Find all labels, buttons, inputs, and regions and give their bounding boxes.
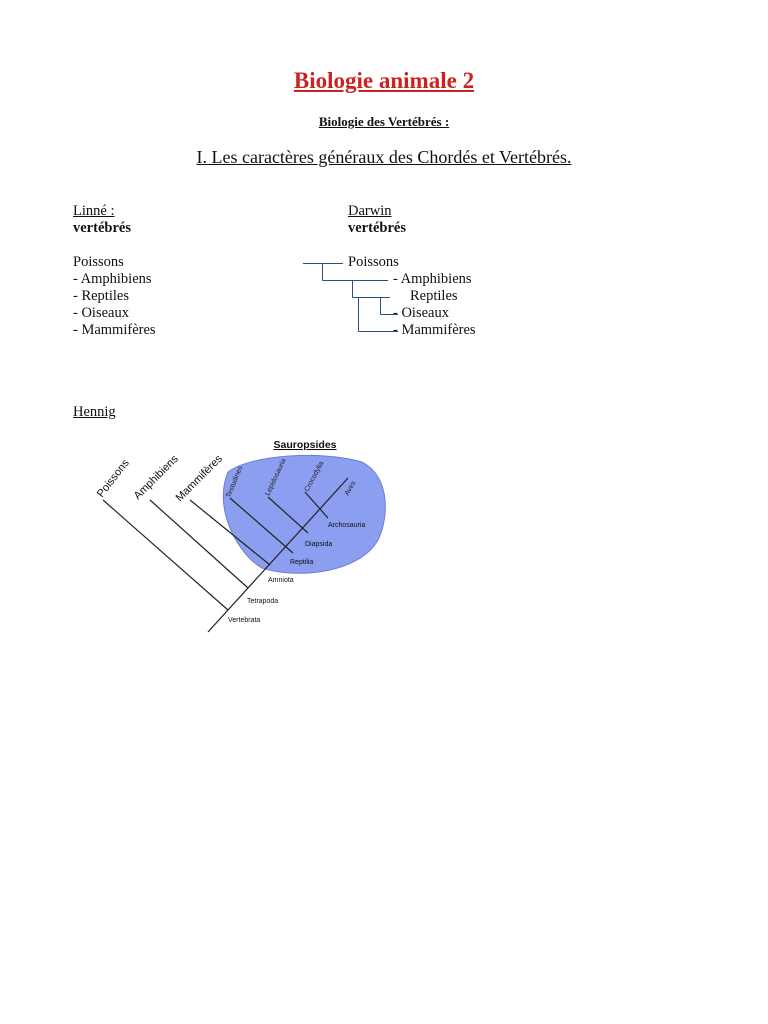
clade-group-title: Sauropsides bbox=[273, 439, 337, 451]
subtitle: Biologie des Vertébrés : bbox=[318, 114, 450, 129]
darwin-item: - Mammifères bbox=[393, 322, 476, 338]
darwin-item: Reptiles bbox=[410, 288, 458, 304]
taxon-label: Crocodylia bbox=[303, 460, 326, 493]
linne-group: vertébrés bbox=[73, 220, 131, 236]
node-label: Amniota bbox=[268, 577, 294, 584]
section-heading: I. Les caractères généraux des Chordés et Vertébrés. bbox=[196, 147, 572, 167]
node-label: Vertebrata bbox=[228, 617, 261, 624]
sauropsid-region bbox=[223, 455, 385, 573]
darwin-item: - Amphibiens bbox=[393, 271, 472, 287]
linne-item: - Reptiles bbox=[73, 288, 129, 304]
taxon-label: Aves bbox=[343, 480, 358, 497]
node-label: Archosauria bbox=[328, 522, 366, 529]
linne-item: - Oiseaux bbox=[73, 305, 129, 321]
taxon-label: Mammifères bbox=[173, 452, 225, 505]
darwin-group: vertébrés bbox=[348, 220, 406, 236]
linne-item: - Mammifères bbox=[73, 322, 156, 338]
node-label: Diapsida bbox=[305, 541, 333, 548]
linne-item: - Amphibiens bbox=[73, 271, 152, 287]
linne-item: Poissons bbox=[73, 254, 124, 270]
linne-label: Linné : bbox=[73, 203, 115, 219]
taxon-label: Amphibiens bbox=[131, 452, 181, 503]
hennig-label: Hennig bbox=[73, 404, 116, 420]
taxon-label: Poissons bbox=[94, 457, 132, 500]
taxon-label: Testudines bbox=[225, 465, 245, 499]
darwin-item: Poissons bbox=[348, 254, 399, 270]
darwin-item: - Oiseaux bbox=[393, 305, 449, 321]
branch-poissons bbox=[103, 500, 228, 610]
taxon-label: Lepidosauria bbox=[264, 457, 288, 497]
node-label: Tetrapoda bbox=[247, 598, 279, 605]
page-title: Biologie animale 2 bbox=[293, 68, 475, 93]
node-label: Reptilia bbox=[290, 559, 314, 566]
darwin-label: Darwin bbox=[348, 203, 392, 219]
